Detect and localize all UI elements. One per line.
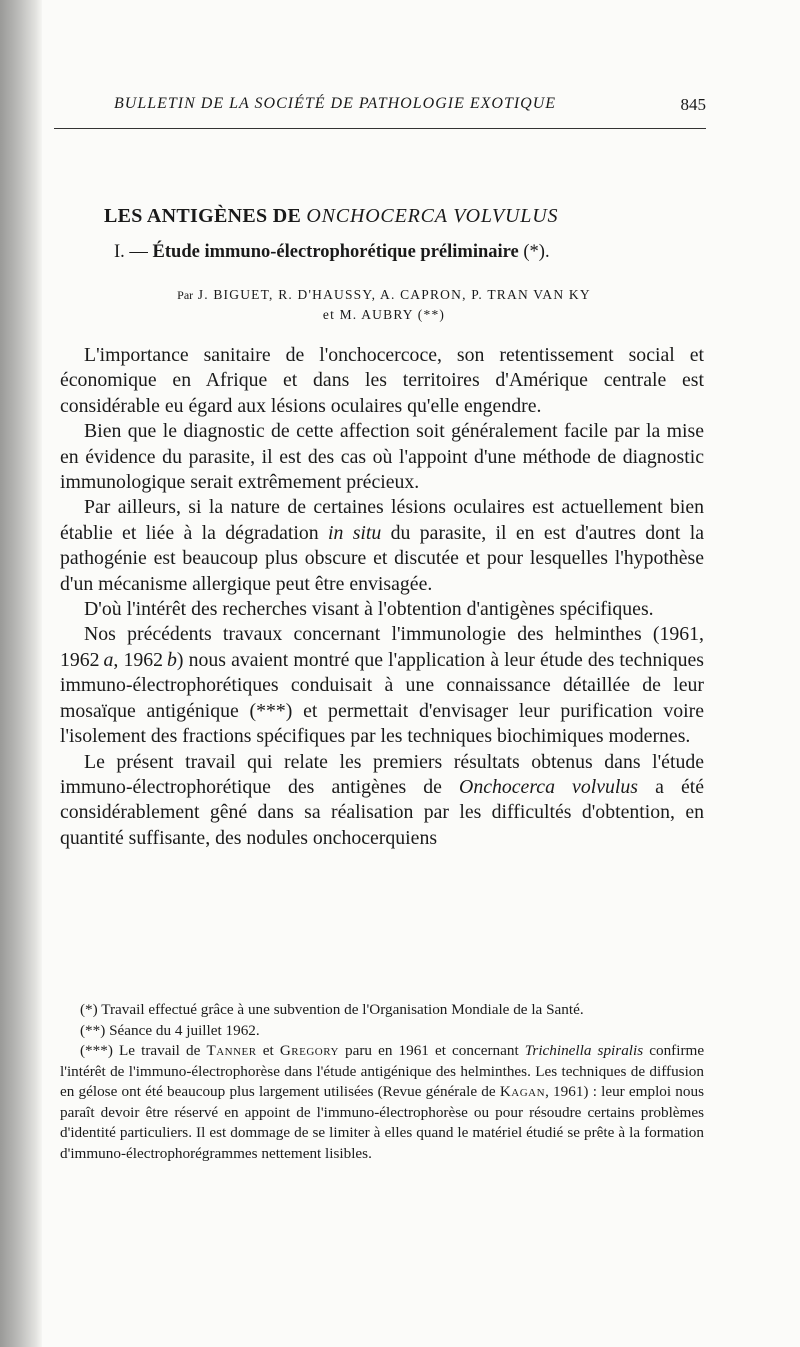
text-run: du parasite, il en est d'autres dont la pathogénie est beaucoup plus obscure et discutée et pour lesquelles l'hypothèse d'un mécanisme allergique peut être envisagée. xyxy=(60,521,705,595)
authors-par: Par xyxy=(177,288,194,302)
paragraph: L'importance sanitaire de l'onchocercoce, son retentissement social et économique en Afrique et dans les territoires d'Amérique centrale est considérable eu égard aux lésions oculaires qu'elle engendre. xyxy=(60,344,704,417)
text-run: (***) Le travail de xyxy=(80,1042,201,1059)
text-run: , 1961) : leur emploi nous paraît devoir être réservé en appoint de l'immuno-électrophorèse ou pour résoudre certains problèmes d'identité particuliers. Il est dommage de se limiter à elles quand le matériel étudié se prête à la formation d'immuno-électrophorégrammes nettement lisibles. xyxy=(60,1083,705,1162)
subtitle-marker: (*). xyxy=(523,242,550,262)
subtitle-text: Étude immuno-électrophorétique préliminaire xyxy=(152,242,519,262)
text-run: , 1962 xyxy=(113,648,164,671)
text-run: Nos précédents travaux concernant l'immunologie des helminthes (1961, 1962 xyxy=(60,623,704,671)
book-spine-shadow xyxy=(0,0,42,1347)
text-run: a été considérablement gêné dans sa réalisation par les difficultés d'obtention, en quantité suffisante, des nodules onchocerquiens xyxy=(60,775,704,849)
paragraph: D'où l'intérêt des recherches visant à l'obtention d'antigènes spécifiques. xyxy=(84,598,654,621)
article-title xyxy=(104,205,704,228)
footnotes xyxy=(60,1000,704,1164)
italic-term: b xyxy=(167,648,177,671)
italic-term: Trichinella spiralis xyxy=(524,1042,644,1059)
text-run: Par ailleurs, si la nature de certaines lésions oculaires est actuellement bien établie et liée à la dégradation xyxy=(60,496,704,544)
article-body xyxy=(60,343,704,851)
footnote: (*) Travail effectué grâce à une subvention de l'Organisation Mondiale de la Santé. xyxy=(80,1001,584,1018)
article-subtitle xyxy=(114,242,714,263)
title-species: ONCHOCERCA VOLVULUS xyxy=(306,205,559,227)
paragraph: Bien que le diagnostic de cette affection soit généralement facile par la mise en évidence du parasite, il est des cas où l'appoint d'une méthode de diagnostic immunologique serait extrêmement précieux. xyxy=(60,420,704,494)
title-prefix: LES ANTIGÈNES DE xyxy=(104,205,302,227)
journal-page xyxy=(54,0,704,1347)
author-name: Kagan xyxy=(499,1083,546,1100)
author-line-1 xyxy=(64,285,704,305)
italic-term: a xyxy=(103,648,114,671)
author-name: Gregory xyxy=(279,1042,339,1059)
paragraph xyxy=(60,750,704,852)
text-run: et xyxy=(262,1042,274,1059)
text-run: confirme l'intérêt de l'immuno-électrophorèse dans l'étude antigénique des helminthes. Les techniques de diffusion en gélose ont été beaucoup plus largement utilisées (Revue générale de xyxy=(60,1042,705,1100)
footnote: (**) Séance du 4 juillet 1962. xyxy=(80,1021,260,1039)
paragraph xyxy=(60,622,704,749)
text-run: paru en 1961 et concernant xyxy=(345,1042,519,1059)
italic-term: in situ xyxy=(328,521,382,544)
header-rule xyxy=(54,128,706,129)
subtitle-numeral: I. — xyxy=(114,242,148,262)
footnote xyxy=(60,1041,704,1164)
paragraph xyxy=(60,495,704,597)
author-line-2: et M. AUBRY (**) xyxy=(322,307,446,322)
text-run: ) nous avaient montré que l'application à leur étude des techniques immuno-électrophorétiques conduisait à une connaissance détaillée de leur mosaïque antigénique (***) et permettait d'envisager leur purification voire l'isolement des fractions spécifiques par les techniques biochimiques modernes. xyxy=(60,648,704,748)
author-block xyxy=(64,285,704,324)
journal-title: BULLETIN DE LA SOCIÉTÉ DE PATHOLOGIE EXOTIQUE xyxy=(114,95,557,112)
italic-term: Onchocerca volvulus xyxy=(459,775,638,798)
author-name: Tanner xyxy=(206,1042,257,1059)
text-run: Le présent travail qui relate les premiers résultats obtenus dans l'étude immuno-électrophorétique des antigènes de xyxy=(60,750,704,798)
authors-names: J. BIGUET, R. D'HAUSSY, A. CAPRON, P. TRAN VAN KY xyxy=(197,287,591,302)
page-number: 845 xyxy=(680,95,706,114)
